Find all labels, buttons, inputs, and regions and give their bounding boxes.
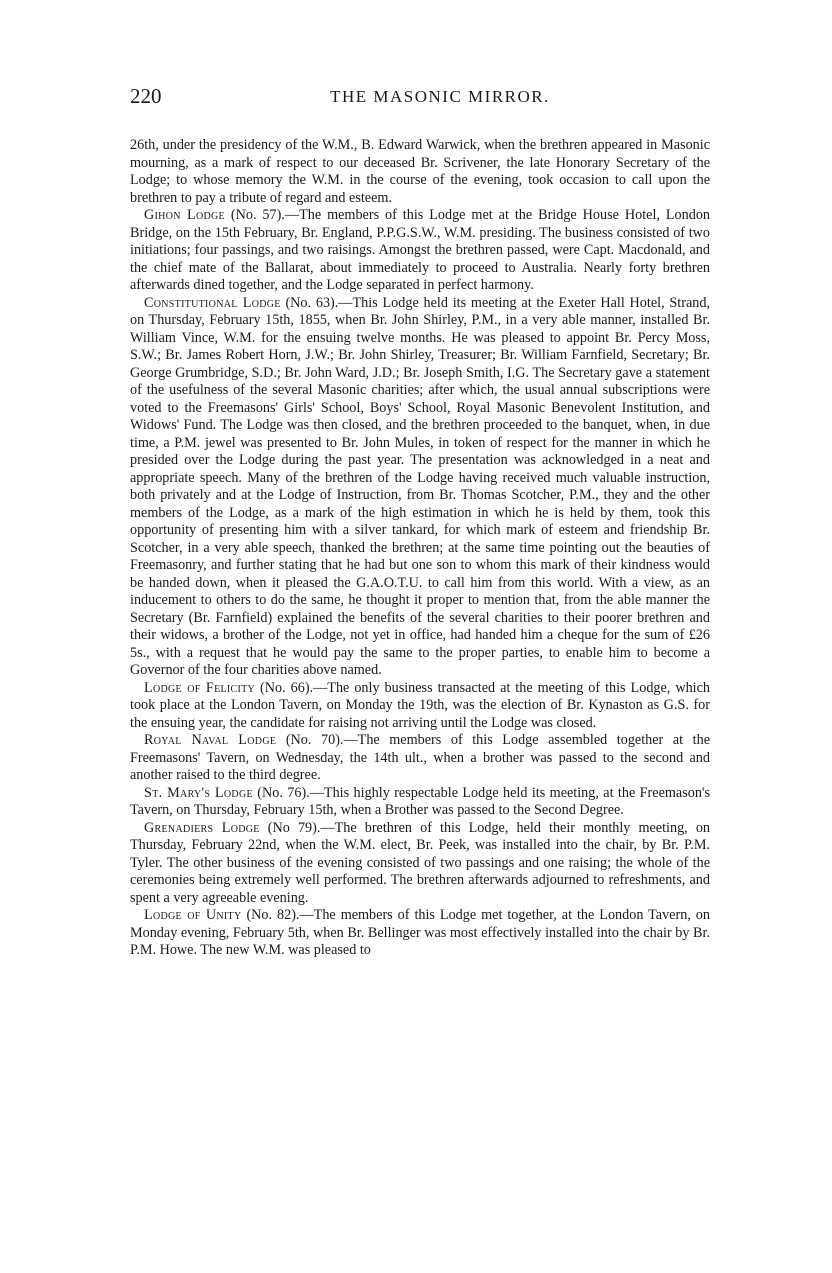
- paragraph-text: (No. 63).—This Lodge held its meeting at the Exeter Hall Hotel, Strand, on Thursday, February 15th, 1855, when Br. John Shirley, P.M., in a very able manner, installed Br. William Vince, W.M. for the ensuing twelve months. He was pleased to appoint Br. Percy Moss, S.W.; Br. James Robert Horn, J.W.; Br. John Shirley, Treasurer; Br. William Farnfield, Secretary; Br. George Grumbridge, S.D.; Br. John Ward, J.D.; Br. Joseph Smith, I.G. The Secretary gave a statement of the usefulness of the several Masonic charities; after which, the usual annual subscriptions were voted to the Freemasons' Girls' School, Boys' School, Royal Masonic Benevolent Institution, and Widows' Fund. The Lodge was then closed, and the brethren proceeded to the banquet, when, in due time, a P.M. jewel was presented to Br. John Mules, in token of respect for the manner in which he presided over the Lodge during the past year. The presentation was acknowledged in a neat and appropriate speech. Many of the brethren of the Lodge having received much valuable instruction, both privately and at the Lodge of Instruction, from Br. Thomas Scotcher, P.M., they and the other members of the Lodge, as a mark of the high estimation in which he is held by them, took this opportunity of presenting him with a silver tankard, for which mark of esteem and friendship Br. Scotcher, in a very able speech, thanked the brethren; at the same time pointing out the beauties of Freemasonry, and further stating that he had but one son to whom this mark of their kindness would be handed down, when it pleased the G.A.O.T.U. to call him from this world. With a view, as an inducement to others to do the same, he thought it proper to mention that, from the able manner the Secretary (Br. Farnfield) explained the benefits of the several charities to their poorer brethren and their widows, a brother of the Lodge, not yet in office, had handed him a cheque for the sum of £26 5s., with a request that he would pay the same to the proper parties, to enable him to become a Governor of the four charities above named.: [130, 294, 710, 678]
- paragraph-text: 26th, under the presidency of the W.M., B. Edward Warwick, when the brethren appeared in Masonic mourning, as a mark of respect to our deceased Br. Scrivener, the late Honorary Secretary of the Lodge; to whose memory the W.M. in the course of the evening, took occasion to call upon the brethren to pay a tribute of regard and esteem.: [130, 137, 710, 206]
- paragraph-text: (No. 76).—This highly respectable Lodge held its meeting, at the Freemason's Tavern, on Thursday, February 15th, when a Brother was passed to the Second Degree.: [130, 784, 710, 818]
- lodge-name: Lodge of Felicity: [144, 679, 256, 696]
- lodge-name: St. Mary's Lodge: [144, 784, 253, 801]
- lodge-name: Lodge of Unity: [144, 907, 242, 923]
- lodge-entry-st-marys: [130, 785, 710, 820]
- page-number: 220: [130, 84, 162, 108]
- paragraph-text: (No. 57).—The members of this Lodge met at the Bridge House Hotel, London Bridge, on the 15th February, Br. England, P.P.G.S.W., W.M. presiding. The business consisted of two initiations; four passings, and two raisings. Amongst the brethren passed, were Capt. Macdonald, and the chief mate of the Ballarat, about immediately to proceed to Australia. Nearly forty brethren afterwards dined together, and the Lodge separated in perfect harmony.: [130, 207, 711, 293]
- paragraph-text: (No 79).—The brethren of this Lodge, held their monthly meeting, on Thursday, February 22nd, when the W.M. elect, Br. Peek, was installed into the chair, by Br. P.M. Tyler. The other business of the evening consisted of two passings and one raising; the whole of the ceremonies being extremely well performed. The brethren afterwards adjourned to refreshments, and spent a very agreeable evening.: [130, 819, 711, 906]
- paragraph-text: (No. 66).—The only business transacted at the meeting of this Lodge, which took place at the London Tavern, on Monday the 19th, was the election of Br. Kynaston as G.S. for the ensuing year, the candidate for raising not arriving until the Lodge was closed.: [130, 679, 711, 731]
- running-title: THE MASONIC MIRROR.: [330, 87, 550, 106]
- lodge-entry-constitutional: [130, 295, 710, 680]
- paragraph-text: (No. 82).—The members of this Lodge met together, at the London Tavern, on Monday evening, February 5th, when Br. Bellinger was most effectively installed into the chair by Br. P.M. Howe. The new W.M. was pleased to: [130, 907, 710, 958]
- page-header: [130, 84, 710, 114]
- paragraph-text: (No. 70).—The members of this Lodge assembled together at the Freemasons' Tavern, on Wednesday, the 14th ult., when a brother was passed to the second and another raised to the third degree.: [130, 732, 710, 783]
- lodge-name: Grenadiers Lodge: [144, 819, 260, 836]
- lodge-entry-gihon: [130, 207, 710, 295]
- paragraph-continuation: [130, 137, 710, 207]
- lodge-entry-felicity: [130, 680, 710, 733]
- lodge-entry-royal-naval: [130, 732, 710, 785]
- lodge-entry-grenadiers: [130, 820, 710, 908]
- lodge-entry-unity: [130, 907, 710, 960]
- lodge-name: Constitutional Lodge: [144, 294, 281, 311]
- article-body: [130, 137, 710, 960]
- lodge-name: Royal Naval Lodge: [144, 732, 277, 748]
- lodge-name: Gihon Lodge: [144, 207, 225, 223]
